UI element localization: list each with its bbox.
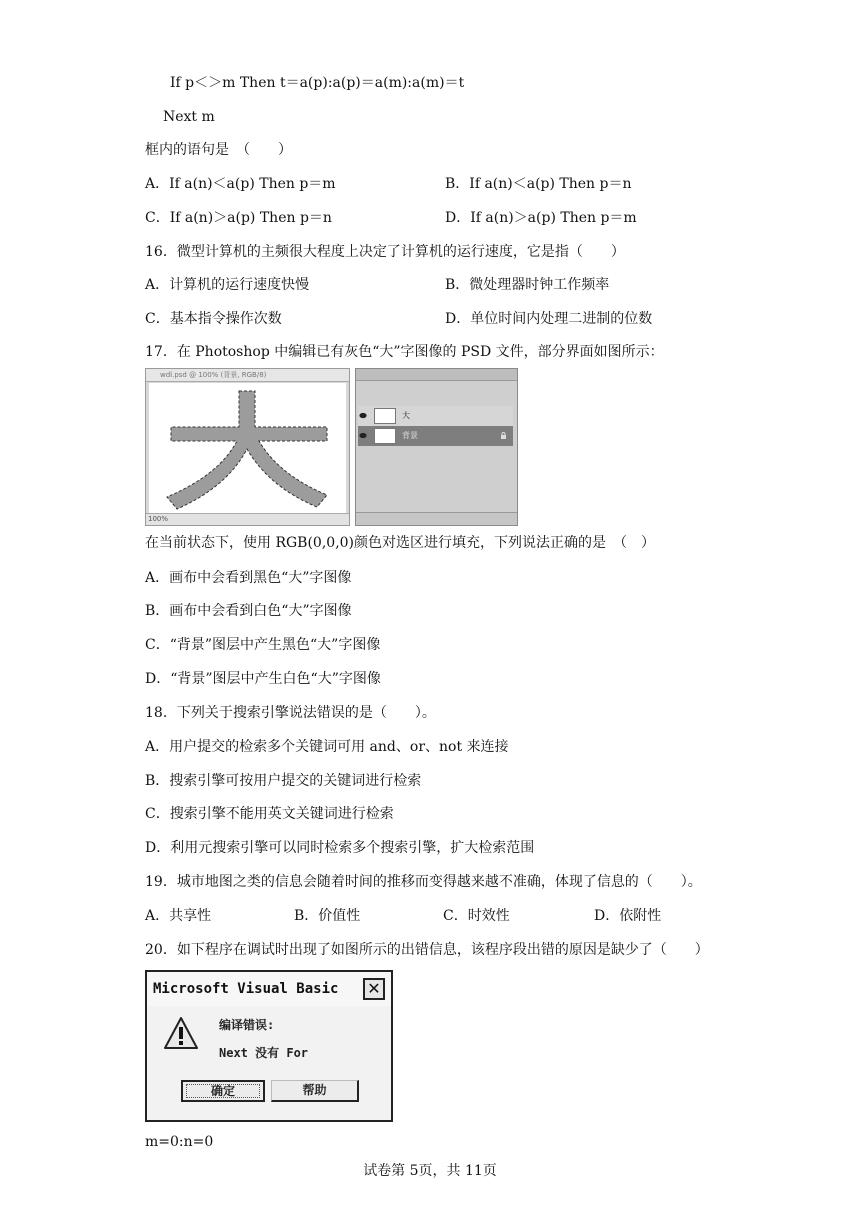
q15-stem: 框内的语句是 （ ）: [145, 142, 292, 158]
layer-name: 背景: [402, 431, 418, 440]
q15-option-a: A．If a(n)＜a(p) Then p＝m: [145, 176, 336, 192]
layer-thumbnail: [374, 428, 396, 444]
q18-option-d: D．利用元搜索引擎可以同时检索多个搜索引擎，扩大检索范围: [145, 840, 535, 856]
photoshop-layers-panel: [355, 368, 518, 526]
ok-button-label: 确定: [210, 1084, 235, 1098]
q18-stem: 18．下列关于搜索引擎说法错误的是（ ）。: [145, 705, 436, 721]
dialog-title: Microsoft Visual Basic: [147, 972, 391, 1006]
q16-option-d: D．单位时间内处理二进制的位数: [445, 311, 653, 327]
layer-name: 大: [402, 411, 410, 420]
close-icon[interactable]: ✕: [363, 978, 385, 1000]
eye-icon[interactable]: [359, 432, 367, 439]
q17-option-c: C．“背景”图层中产生黑色“大”字图像: [145, 637, 381, 653]
q19-option-b: B．价值性: [294, 908, 361, 924]
canvas-character-graphic: [149, 383, 348, 514]
canvas-title: wdl.psd @ 100% (背景, RGB/8): [146, 369, 349, 382]
error-message-detail: Next 没有 For: [219, 1046, 309, 1060]
layer-row-text[interactable]: [358, 406, 513, 426]
q19-option-a: A．共享性: [145, 908, 212, 924]
q19-option-c: C．时效性: [443, 908, 510, 924]
canvas-area: [149, 383, 346, 513]
help-button-label: 帮助: [302, 1083, 327, 1097]
q16-option-c: C．基本指令操作次数: [145, 311, 282, 327]
error-message-title: 编译错误:: [219, 1018, 275, 1032]
photoshop-canvas-window: [145, 368, 350, 526]
eye-icon[interactable]: [359, 412, 367, 419]
q19-option-d: D．依附性: [594, 908, 662, 924]
layers-blend-row: [358, 383, 513, 393]
page-footer: 试卷第 5页，共 11页: [363, 1163, 497, 1179]
q20-code-line: m=0:n=0: [145, 1134, 214, 1150]
layers-panel-footer: [356, 512, 517, 525]
canvas-zoom-status: 100%: [146, 513, 349, 525]
help-button[interactable]: [271, 1080, 359, 1102]
q19-stem: 19．城市地图之类的信息会随着时间的推移而变得越来越不准确，体现了信息的（ ）。: [145, 874, 702, 890]
q16-option-a: A．计算机的运行速度快慢: [145, 277, 310, 293]
focus-ring: [186, 1084, 260, 1098]
code-line-if: If p＜＞m Then t＝a(p):a(p)＝a(m):a(m)＝t: [170, 75, 465, 91]
vb-error-dialog: [145, 970, 393, 1122]
q18-option-b: B．搜索引擎可按用户提交的关键词进行检索: [145, 773, 422, 789]
q15-option-d: D．If a(n)＞a(p) Then p＝m: [445, 210, 637, 226]
q16-stem: 16．微型计算机的主频很大程度上决定了计算机的运行速度，它是指（ ）: [145, 244, 625, 260]
q17-option-b: B．画布中会看到白色“大”字图像: [145, 603, 352, 619]
q18-option-c: C．搜索引擎不能用英文关键词进行检索: [145, 806, 394, 822]
layers-panel-header: [356, 369, 517, 381]
layer-thumbnail: [374, 408, 396, 424]
code-line-next: Next m: [163, 109, 215, 125]
q15-option-c: C．If a(n)＞a(p) Then p＝n: [145, 210, 332, 226]
layer-row-background[interactable]: [358, 426, 513, 446]
lock-icon: [500, 432, 507, 439]
q17-option-d: D．“背景”图层中产生白色“大”字图像: [145, 671, 381, 687]
q20-stem: 20．如下程序在调试时出现了如图所示的出错信息，该程序段出错的原因是缺少了（ ）: [145, 942, 709, 958]
ok-button[interactable]: [181, 1080, 265, 1102]
warning-icon: [163, 1016, 199, 1050]
q15-option-b: B．If a(n)＜a(p) Then p＝n: [445, 176, 632, 192]
q16-option-b: B．微处理器时钟工作频率: [445, 277, 610, 293]
q17-option-a: A．画布中会看到黑色“大”字图像: [145, 570, 352, 586]
q17-question: 在当前状态下，使用 RGB(0,0,0)颜色对选区进行填充，下列说法正确的是 （ ）: [145, 535, 656, 551]
q18-option-a: A．用户提交的检索多个关键词可用 and、or、not 来连接: [145, 739, 509, 755]
q17-stem: 17．在 Photoshop 中编辑已有灰色“大”字图像的 PSD 文件，部分界面如图所示：: [145, 344, 664, 360]
